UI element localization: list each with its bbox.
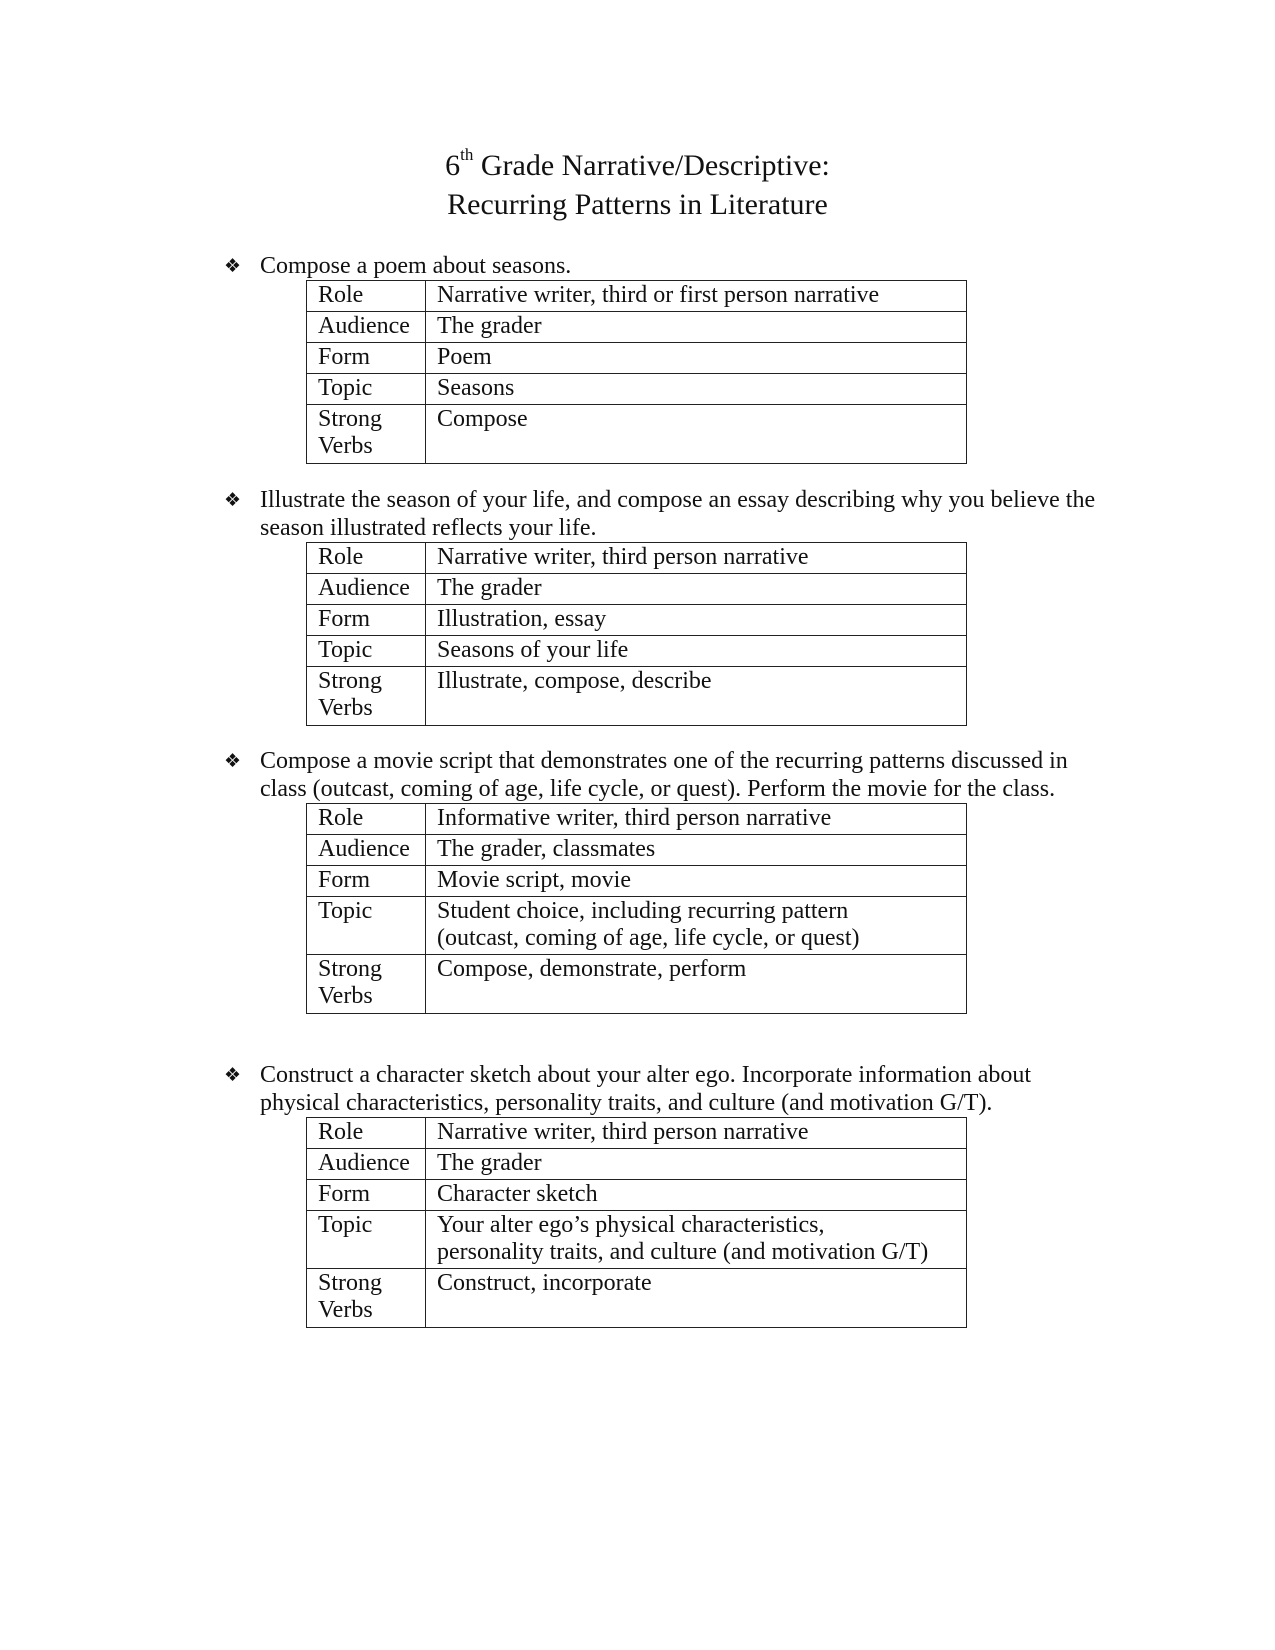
- row-value: Narrative writer, third or first person narrative: [426, 281, 967, 312]
- task-prompt: [224, 747, 1104, 803]
- row-label: Audience: [307, 835, 426, 866]
- row-label: Audience: [307, 312, 426, 343]
- title-grade-number: 6: [445, 149, 461, 182]
- row-value: Your alter ego’s physical characteristics, personality traits, and culture (and motivation G/T): [426, 1211, 967, 1269]
- rafts-table: [306, 280, 967, 464]
- table-row: [307, 1118, 967, 1149]
- table-row: [307, 1211, 967, 1269]
- row-value: Movie script, movie: [426, 866, 967, 897]
- bullet-diamond-icon: ❖: [224, 750, 242, 772]
- row-label: Topic: [307, 374, 426, 405]
- rafts-table: [306, 542, 967, 726]
- task-prompt: [224, 252, 1104, 280]
- row-label: Form: [307, 1180, 426, 1211]
- table-row: [307, 1269, 967, 1328]
- table-row: [307, 574, 967, 605]
- row-value: Compose, demonstrate, perform: [426, 955, 967, 1014]
- row-value: The grader, classmates: [426, 835, 967, 866]
- table-row: [307, 897, 967, 955]
- title-superscript: th: [460, 145, 474, 164]
- row-label: Strong Verbs: [307, 405, 426, 464]
- table-row: [307, 374, 967, 405]
- table-row: [307, 543, 967, 574]
- row-value: Seasons: [426, 374, 967, 405]
- row-label: Role: [307, 804, 426, 835]
- bullet-diamond-icon: ❖: [224, 255, 242, 277]
- bullet-diamond-icon: ❖: [224, 489, 242, 511]
- table-row: [307, 312, 967, 343]
- row-value: Narrative writer, third person narrative: [426, 543, 967, 574]
- table-row: [307, 343, 967, 374]
- row-label: Topic: [307, 1211, 426, 1269]
- task-text: Compose a poem about seasons.: [260, 253, 572, 279]
- row-label: Audience: [307, 574, 426, 605]
- table-row: [307, 1149, 967, 1180]
- bullet-diamond-icon: ❖: [224, 1064, 242, 1086]
- row-label: Role: [307, 1118, 426, 1149]
- row-label: Form: [307, 605, 426, 636]
- page-title: [0, 146, 1275, 224]
- row-label: Topic: [307, 897, 426, 955]
- table-row: [307, 667, 967, 726]
- row-value: Seasons of your life: [426, 636, 967, 667]
- title-line-2: Recurring Patterns in Literature: [447, 188, 828, 221]
- task-text: Construct a character sketch about your alter ego. Incorporate information about physical characteristics, personality traits, and culture (and motivation G/T).: [260, 1062, 1032, 1116]
- row-value: The grader: [426, 574, 967, 605]
- row-label: Strong Verbs: [307, 1269, 426, 1328]
- table-row: [307, 835, 967, 866]
- rafts-table: [306, 1117, 967, 1328]
- row-label: Audience: [307, 1149, 426, 1180]
- row-value: Character sketch: [426, 1180, 967, 1211]
- title-line-1: [0, 146, 1275, 185]
- task-prompt: [224, 1061, 1104, 1117]
- table-row: [307, 804, 967, 835]
- rafts-table: [306, 803, 967, 1014]
- row-value: Poem: [426, 343, 967, 374]
- table-row: [307, 636, 967, 667]
- task-prompt: [224, 486, 1104, 542]
- row-value: Construct, incorporate: [426, 1269, 967, 1328]
- title-line-1-text: Grade Narrative/Descriptive:: [473, 149, 830, 182]
- row-value: Illustration, essay: [426, 605, 967, 636]
- table-row: [307, 281, 967, 312]
- table-row: [307, 955, 967, 1014]
- row-value: The grader: [426, 1149, 967, 1180]
- row-value: Compose: [426, 405, 967, 464]
- row-label: Role: [307, 281, 426, 312]
- table-row: [307, 866, 967, 897]
- task-text: Compose a movie script that demonstrates one of the recurring patterns discussed in class (outcast, coming of age, life cycle, or quest). Perform the movie for the class.: [260, 748, 1068, 802]
- task-section-1: [224, 252, 1104, 464]
- row-value: The grader: [426, 312, 967, 343]
- table-row: [307, 405, 967, 464]
- task-text: Illustrate the season of your life, and compose an essay describing why you believe the season illustrated reflects your life.: [260, 487, 1096, 541]
- row-label: Form: [307, 866, 426, 897]
- row-label: Strong Verbs: [307, 667, 426, 726]
- task-section-4: [224, 1061, 1104, 1328]
- row-value: Illustrate, compose, describe: [426, 667, 967, 726]
- row-label: Role: [307, 543, 426, 574]
- row-value: Narrative writer, third person narrative: [426, 1118, 967, 1149]
- task-section-3: [224, 747, 1104, 1014]
- row-label: Form: [307, 343, 426, 374]
- task-section-2: [224, 486, 1104, 726]
- row-label: Strong Verbs: [307, 955, 426, 1014]
- row-label: Topic: [307, 636, 426, 667]
- table-row: [307, 1180, 967, 1211]
- row-value: Informative writer, third person narrative: [426, 804, 967, 835]
- row-value: Student choice, including recurring pattern (outcast, coming of age, life cycle, or quest): [426, 897, 967, 955]
- table-row: [307, 605, 967, 636]
